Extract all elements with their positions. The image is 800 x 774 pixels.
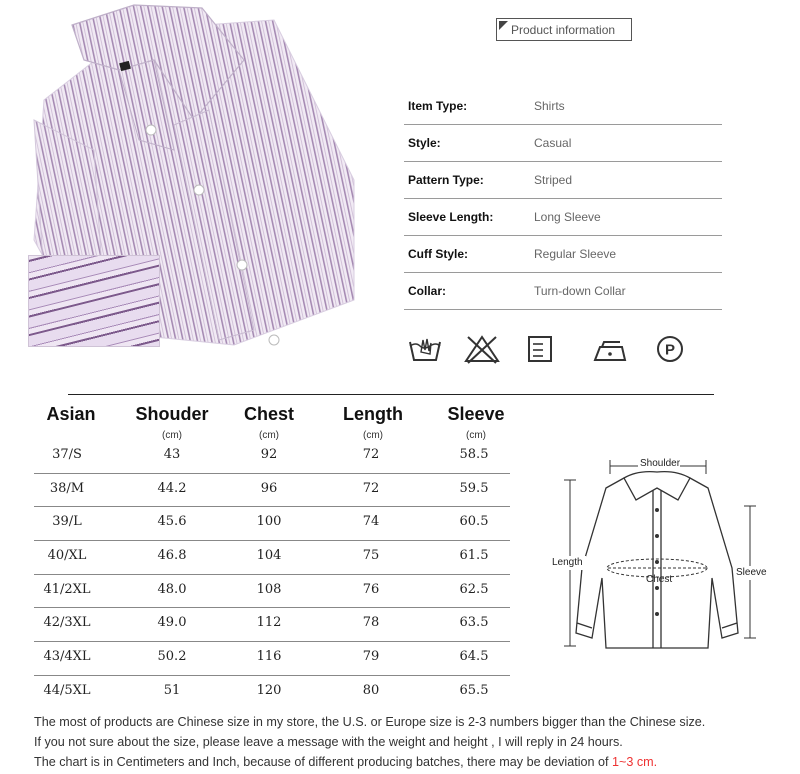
- info-row-cuff-style: [404, 236, 722, 273]
- deviation-value: 1~3 cm.: [612, 755, 658, 769]
- sleeve-cell: 63.5: [459, 615, 489, 631]
- length-cell: 72: [362, 480, 380, 496]
- info-value: Turn-down Collar: [534, 284, 626, 298]
- note-line-2: If you not sure about the size, please leave a message with the weight and height , I will reply in 24 hours.: [34, 735, 623, 749]
- chest-cell: 112: [256, 615, 282, 631]
- shirt-outline-diagram: [546, 448, 772, 658]
- length-cell: 79: [362, 649, 380, 665]
- sleeve-cell: 61.5: [459, 548, 489, 564]
- table-row: [34, 642, 510, 676]
- info-row-pattern-type: [404, 162, 722, 199]
- table-row: [34, 676, 510, 710]
- hand-wash-icon: [408, 334, 442, 364]
- col-header-sleeve: Sleeve: [447, 404, 505, 424]
- length-cell: 78: [362, 615, 380, 631]
- shoulder-cell: 44.2: [157, 480, 187, 496]
- info-value: Long Sleeve: [534, 210, 601, 224]
- table-row: [34, 575, 510, 609]
- product-info-title: Product information: [496, 18, 632, 41]
- chest-cell: 108: [256, 581, 282, 597]
- sleeve-label: Sleeve: [736, 567, 767, 578]
- unit-label: (cm): [363, 430, 383, 441]
- size-notes: [34, 713, 794, 773]
- col-header-chest: Chest: [243, 404, 294, 424]
- shoulder-label: Shoulder: [640, 458, 681, 469]
- shoulder-cell: 46.8: [157, 548, 187, 564]
- col-header-asian: Asian: [46, 404, 96, 424]
- info-key: Item Type:: [408, 99, 468, 113]
- sleeve-cell: 64.5: [459, 649, 489, 665]
- table-row: [34, 474, 510, 508]
- sleeve-cell: 59.5: [459, 480, 489, 496]
- length-cell: 80: [362, 682, 380, 698]
- dry-clean-p-icon: [654, 334, 686, 364]
- note-line-3: [34, 753, 794, 773]
- table-row: [34, 507, 510, 541]
- shoulder-cell: 48.0: [157, 581, 187, 597]
- shoulder-cell: 51: [163, 682, 181, 698]
- shoulder-cell: 45.6: [157, 514, 187, 530]
- sleeve-cell: 65.5: [459, 682, 489, 698]
- size-cell: 42/3XL: [43, 615, 91, 631]
- fabric-swatch: [28, 255, 160, 347]
- info-key: Pattern Type:: [408, 173, 484, 187]
- sleeve-cell: 60.5: [459, 514, 489, 530]
- size-cell: 37/S: [52, 447, 82, 462]
- info-value: Regular Sleeve: [534, 247, 617, 261]
- info-key: Collar:: [408, 284, 447, 298]
- chest-cell: 104: [256, 548, 282, 564]
- info-value: Casual: [534, 136, 572, 150]
- chest-cell: 116: [256, 649, 282, 665]
- chest-cell: 96: [260, 480, 278, 496]
- length-cell: 74: [362, 514, 380, 530]
- iron-icon: [592, 334, 628, 364]
- shoulder-cell: 50.2: [157, 649, 187, 665]
- unit-label: (cm): [162, 430, 182, 441]
- svg-text:P: P: [664, 341, 676, 359]
- note-line-3-text: The chart is in Centimeters and Inch, because of different producing batches, there may be deviation of: [34, 755, 613, 769]
- length-cell: 75: [362, 548, 380, 564]
- size-chart-header: [0, 404, 520, 444]
- info-value: Striped: [534, 173, 573, 187]
- shoulder-cell: 43: [163, 447, 181, 462]
- size-cell: 39/L: [52, 514, 82, 530]
- unit-label: (cm): [466, 430, 486, 441]
- note-line-1: The most of products are Chinese size in my store, the U.S. or Europe size is 2-3 numbers bigger than the Chinese size.: [34, 715, 706, 729]
- table-row: [34, 541, 510, 575]
- info-row-item-type: [404, 88, 722, 125]
- col-header-length: Length: [343, 404, 403, 424]
- length-cell: 76: [362, 581, 380, 597]
- size-cell: 40/XL: [47, 548, 87, 564]
- sleeve-cell: 62.5: [459, 581, 489, 597]
- measurement-diagram: [546, 448, 772, 658]
- size-cell: 43/4XL: [43, 649, 91, 665]
- no-bleach-icon: [464, 334, 500, 364]
- info-row-sleeve-length: [404, 199, 722, 236]
- length-cell: 72: [362, 447, 380, 462]
- chest-cell: 92: [260, 447, 278, 462]
- shoulder-cell: 49.0: [157, 615, 187, 631]
- info-row-collar: [404, 273, 722, 310]
- size-cell: 44/5XL: [43, 682, 91, 698]
- size-chart-table: [34, 440, 510, 710]
- size-cell: 41/2XL: [43, 581, 91, 597]
- size-cell: 38/M: [49, 480, 85, 496]
- chest-cell: 120: [256, 682, 282, 698]
- table-row: [34, 608, 510, 642]
- product-info-table: [404, 88, 722, 310]
- sleeve-cell: 58.5: [459, 447, 489, 462]
- table-row: [34, 440, 510, 474]
- info-row-style: [404, 125, 722, 162]
- info-key: Sleeve Length:: [408, 210, 494, 224]
- unit-label: (cm): [259, 430, 279, 441]
- col-header-shoulder: Shouder: [135, 404, 209, 424]
- info-key: Style:: [408, 136, 441, 150]
- chest-label: Chest: [646, 574, 673, 585]
- chest-cell: 100: [256, 514, 282, 530]
- line-dry-icon: [526, 334, 554, 364]
- info-value: Shirts: [534, 99, 565, 113]
- divider: [68, 394, 714, 395]
- length-label: Length: [552, 557, 583, 568]
- care-icons: [406, 334, 696, 366]
- info-key: Cuff Style:: [408, 247, 468, 261]
